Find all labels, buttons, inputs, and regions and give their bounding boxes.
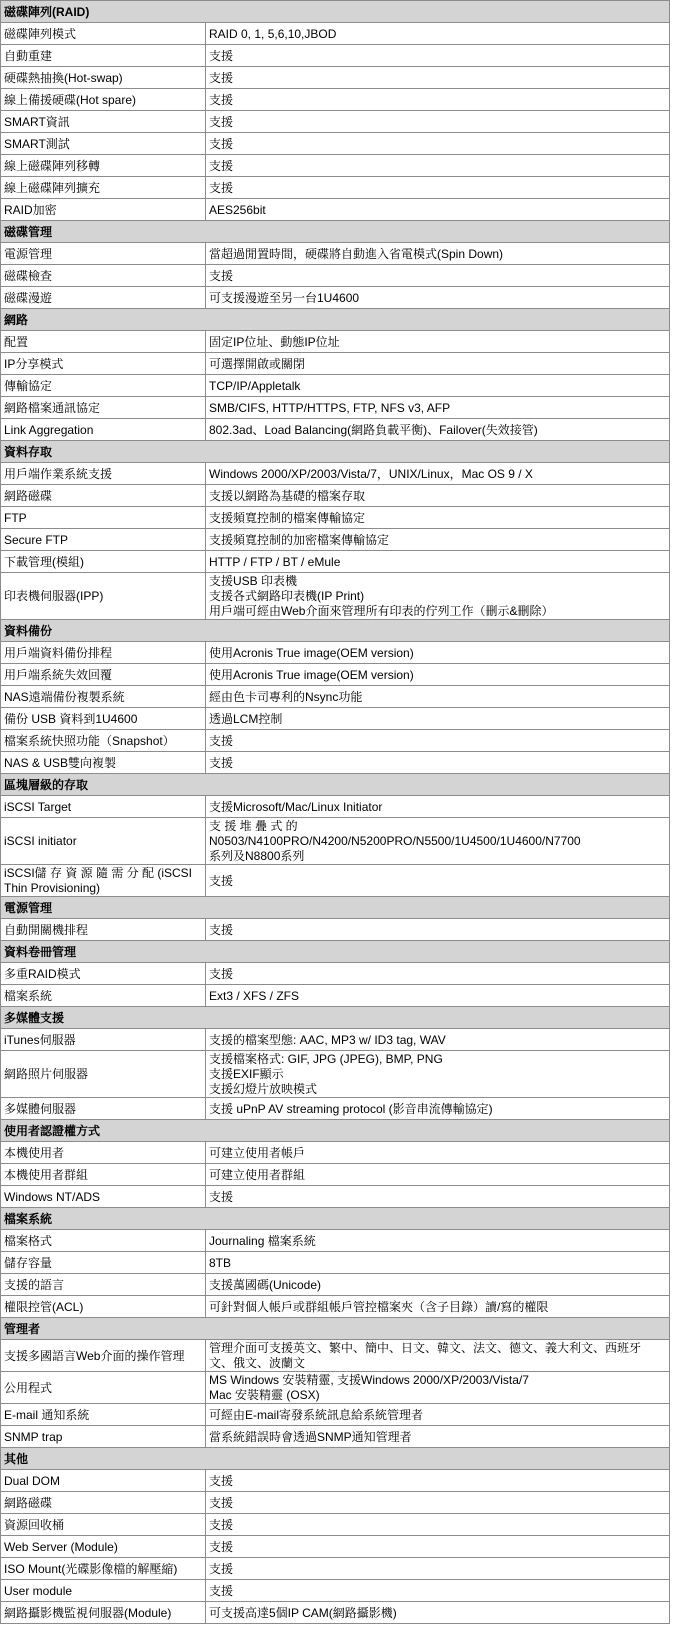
spec-value	[206, 265, 670, 287]
section-header-row	[1, 941, 670, 963]
spec-key: 檔案格式	[1, 1230, 206, 1252]
spec-value-line: 支援	[209, 92, 234, 107]
section-header-row	[1, 1007, 670, 1029]
spec-value-line: 管理介面可支援英文、繁中、簡中、日文、韓文、法文、德文、義大利文、西班牙	[209, 1341, 642, 1355]
spec-row	[1, 1029, 670, 1051]
spec-value-line: 支援	[209, 873, 234, 888]
spec-value	[206, 1051, 670, 1098]
section-title: 資料備份	[1, 620, 670, 642]
spec-value-line: 使用Acronis True image(OEM version)	[209, 645, 414, 660]
spec-key: SMART資訊	[1, 111, 206, 133]
spec-value	[206, 529, 670, 551]
spec-value-line: Journaling 檔案系統	[209, 1233, 316, 1248]
spec-key: NAS遠端備份複製系統	[1, 686, 206, 708]
spec-value	[206, 1029, 670, 1051]
spec-value-line: TCP/IP/Appletalk	[209, 378, 301, 393]
section-title: 使用者認證權方式	[1, 1120, 670, 1142]
spec-value	[206, 1142, 670, 1164]
spec-key: 磁碟檢查	[1, 265, 206, 287]
spec-row	[1, 752, 670, 774]
section-title: 電源管理	[1, 897, 670, 919]
spec-key: ISO Mount(光碟影像檔的解壓縮)	[1, 1558, 206, 1580]
section-header-row	[1, 774, 670, 796]
spec-key: IP分享模式	[1, 353, 206, 375]
spec-key: 網路照片伺服器	[1, 1051, 206, 1098]
spec-key: iTunes伺服器	[1, 1029, 206, 1051]
spec-value-line: 支援頻寬控制的加密檔案傳輸協定	[209, 532, 390, 547]
spec-value-line: 支援	[209, 1539, 234, 1554]
spec-key: 儲存容量	[1, 1252, 206, 1274]
section-header-row	[1, 1, 670, 23]
spec-row	[1, 919, 670, 941]
spec-value	[206, 796, 670, 818]
spec-key: RAID加密	[1, 199, 206, 221]
spec-value-line: 透過LCM控制	[209, 711, 283, 726]
spec-key: 本機使用者	[1, 1142, 206, 1164]
spec-value-line: 當超過閒置時間，硬碟將自動進入省電模式(Spin Down)	[209, 246, 504, 261]
spec-row	[1, 177, 670, 199]
spec-value	[206, 1404, 670, 1426]
spec-row	[1, 23, 670, 45]
spec-key: 本機使用者群組	[1, 1164, 206, 1186]
spec-key: 多媒體伺服器	[1, 1098, 206, 1120]
spec-value	[206, 419, 670, 441]
spec-value	[206, 45, 670, 67]
spec-row	[1, 1514, 670, 1536]
spec-row	[1, 45, 670, 67]
spec-key: 支援多國語言Web介面的操作管理	[1, 1340, 206, 1372]
spec-value-line: 支援的檔案型態: AAC, MP3 w/ ID3 tag, WAV	[209, 1032, 446, 1047]
section-title: 區塊層級的存取	[1, 774, 670, 796]
spec-key: 配置	[1, 331, 206, 353]
spec-key: E-mail 通知系統	[1, 1404, 206, 1426]
spec-key: 公用程式	[1, 1372, 206, 1404]
spec-row	[1, 397, 670, 419]
spec-value-line: 支援	[209, 136, 234, 151]
spec-row	[1, 529, 670, 551]
spec-value	[206, 730, 670, 752]
spec-value	[206, 111, 670, 133]
spec-value-line: Ext3 / XFS / ZFS	[209, 988, 300, 1003]
spec-value	[206, 1252, 670, 1274]
spec-row	[1, 642, 670, 664]
spec-value	[206, 1372, 670, 1404]
section-header-row	[1, 1318, 670, 1340]
spec-value-line: 可建立使用者群組	[209, 1167, 306, 1182]
section-title: 資料卷冊管理	[1, 941, 670, 963]
spec-value	[206, 199, 670, 221]
spec-key: Link Aggregation	[1, 419, 206, 441]
spec-key: Windows NT/ADS	[1, 1186, 206, 1208]
spec-row	[1, 1340, 670, 1372]
spec-value	[206, 963, 670, 985]
spec-row	[1, 573, 670, 620]
spec-key: iSCSI initiator	[1, 818, 206, 865]
spec-value	[206, 1514, 670, 1536]
spec-value-line: 支援	[209, 1495, 234, 1510]
spec-value	[206, 551, 670, 573]
spec-value	[206, 89, 670, 111]
spec-value-line: 支援	[209, 1473, 234, 1488]
spec-row	[1, 796, 670, 818]
spec-value-line: Mac 安裝精靈 (OSX)	[209, 1388, 320, 1402]
spec-row	[1, 1372, 670, 1404]
spec-row	[1, 818, 670, 865]
spec-value-line: 支援	[209, 268, 234, 283]
spec-key: 備份 USB 資料到1U4600	[1, 708, 206, 730]
spec-row	[1, 1404, 670, 1426]
spec-value-line: 支援	[209, 180, 234, 195]
spec-row	[1, 133, 670, 155]
spec-value-line: 支援	[209, 1517, 234, 1532]
spec-row	[1, 865, 670, 897]
spec-row	[1, 353, 670, 375]
spec-row	[1, 419, 670, 441]
spec-row	[1, 730, 670, 752]
spec-key: 磁碟漫遊	[1, 287, 206, 309]
spec-value	[206, 485, 670, 507]
spec-row	[1, 243, 670, 265]
spec-key: Web Server (Module)	[1, 1536, 206, 1558]
spec-key: 用戶端資料備份排程	[1, 642, 206, 664]
spec-value-line: 支援	[209, 733, 234, 748]
spec-value-line: 支援幻燈片放映模式	[209, 1082, 318, 1096]
spec-row	[1, 1098, 670, 1120]
section-header-row	[1, 441, 670, 463]
spec-row	[1, 199, 670, 221]
spec-value	[206, 752, 670, 774]
spec-value-line: 支援各式網路印表機(IP Print)	[209, 589, 365, 603]
spec-value	[206, 985, 670, 1007]
spec-row	[1, 485, 670, 507]
spec-value-line: 支援以網路為基礎的檔案存取	[209, 488, 366, 503]
spec-value	[206, 155, 670, 177]
spec-value-line: 支援	[209, 70, 234, 85]
spec-key: 權限控管(ACL)	[1, 1296, 206, 1318]
spec-value	[206, 642, 670, 664]
spec-value-line: 系列及N8800系列	[209, 849, 305, 863]
spec-value-line: 8TB	[209, 1255, 232, 1270]
spec-key: 網路磁碟	[1, 1492, 206, 1514]
spec-key: 網路攝影機監視伺服器(Module)	[1, 1602, 206, 1624]
spec-key: 電源管理	[1, 243, 206, 265]
spec-value-line: 支援Microsoft/Mac/Linux Initiator	[209, 799, 383, 814]
spec-key: 線上磁碟陣列擴充	[1, 177, 206, 199]
spec-value-line: 802.3ad、Load Balancing(網路負載平衡)、Failover(失效接管)	[209, 422, 538, 437]
spec-key: SMART測試	[1, 133, 206, 155]
spec-key: 多重RAID模式	[1, 963, 206, 985]
spec-value	[206, 243, 670, 265]
section-title: 資料存取	[1, 441, 670, 463]
spec-row	[1, 1230, 670, 1252]
spec-key: 自動開關機排程	[1, 919, 206, 941]
spec-value-line: 經由色卡司專利的Nsync功能	[209, 689, 363, 704]
spec-value-line: 可支援高達5個IP CAM(網路攝影機)	[209, 1605, 397, 1620]
section-title: 其他	[1, 1448, 670, 1470]
spec-value-line: AES256bit	[209, 202, 266, 217]
spec-value	[206, 287, 670, 309]
spec-value-line: 支援萬國碼(Unicode)	[209, 1277, 322, 1292]
spec-value-line: 可針對個人帳戶或群組帳戶管控檔案夾（含子目錄）讀/寫的權限	[209, 1299, 549, 1314]
spec-value	[206, 463, 670, 485]
spec-value	[206, 1230, 670, 1252]
spec-row	[1, 111, 670, 133]
section-header-row	[1, 221, 670, 243]
section-header-row	[1, 1448, 670, 1470]
spec-value-line: 可經由E-mail寄發系統訊息給系統管理者	[209, 1407, 424, 1422]
section-title: 網路	[1, 309, 670, 331]
spec-value	[206, 133, 670, 155]
section-title: 管理者	[1, 1318, 670, 1340]
spec-value-line: 支援	[209, 48, 234, 63]
spec-key: 資源回收桶	[1, 1514, 206, 1536]
spec-value-line: 支援	[209, 1189, 234, 1204]
spec-row	[1, 985, 670, 1007]
spec-value	[206, 1098, 670, 1120]
spec-row	[1, 1186, 670, 1208]
spec-value	[206, 507, 670, 529]
spec-key: 線上備援硬碟(Hot spare)	[1, 89, 206, 111]
spec-value-line: 使用Acronis True image(OEM version)	[209, 667, 414, 682]
spec-value-line: 支援	[209, 1561, 234, 1576]
spec-value-line: 支援頻寬控制的檔案傳輸協定	[209, 510, 366, 525]
spec-key: 網路磁碟	[1, 485, 206, 507]
spec-value	[206, 1536, 670, 1558]
spec-value	[206, 353, 670, 375]
spec-key: NAS & USB雙向複製	[1, 752, 206, 774]
spec-value	[206, 1602, 670, 1624]
spec-key: 檔案系統快照功能（Snapshot）	[1, 730, 206, 752]
spec-row	[1, 463, 670, 485]
spec-row	[1, 963, 670, 985]
section-title: 多媒體支援	[1, 1007, 670, 1029]
spec-value	[206, 177, 670, 199]
spec-value-line: SMB/CIFS, HTTP/HTTPS, FTP, NFS v3, AFP	[209, 400, 451, 415]
spec-value-line: 支援	[209, 755, 234, 770]
spec-row	[1, 331, 670, 353]
spec-value	[206, 1558, 670, 1580]
spec-key: 傳輸協定	[1, 375, 206, 397]
spec-key: FTP	[1, 507, 206, 529]
section-header-row	[1, 309, 670, 331]
spec-value	[206, 1492, 670, 1514]
spec-row	[1, 1580, 670, 1602]
section-header-row	[1, 1120, 670, 1142]
spec-row	[1, 686, 670, 708]
spec-value-line: 當系統錯誤時會透過SNMP通知管理者	[209, 1429, 412, 1444]
spec-row	[1, 664, 670, 686]
spec-value	[206, 865, 670, 897]
spec-key: 用戶端作業系統支援	[1, 463, 206, 485]
spec-value-line: 支援 uPnP AV streaming protocol (影音串流傳輸協定)	[209, 1101, 493, 1116]
spec-value-line: 支援	[209, 966, 234, 981]
spec-row	[1, 67, 670, 89]
spec-key: 支援的語言	[1, 1274, 206, 1296]
spec-value-line: 支援USB 印表機	[209, 574, 298, 588]
spec-value-line: 可選擇開啟或關閉	[209, 356, 306, 371]
spec-value-line: HTTP / FTP / BT / eMule	[209, 554, 341, 569]
spec-row	[1, 1296, 670, 1318]
spec-value-line: MS Windows 安裝精靈, 支援Windows 2000/XP/2003/Vista/7	[209, 1373, 529, 1387]
spec-row	[1, 1164, 670, 1186]
section-title: 磁碟陣列(RAID)	[1, 1, 670, 23]
spec-value	[206, 23, 670, 45]
spec-row	[1, 375, 670, 397]
spec-value	[206, 664, 670, 686]
spec-row	[1, 155, 670, 177]
spec-key: Dual DOM	[1, 1470, 206, 1492]
spec-value-line: 用戶端可經由Web介面來管理所有印表的佇列工作（刪示&刪除）	[209, 604, 554, 618]
spec-row	[1, 708, 670, 730]
spec-value-line: Windows 2000/XP/2003/Vista/7，UNIX/Linux，Mac OS 9 / X	[209, 466, 533, 481]
spec-key: 線上磁碟陣列移轉	[1, 155, 206, 177]
section-title: 檔案系統	[1, 1208, 670, 1230]
spec-value	[206, 397, 670, 419]
spec-value	[206, 1340, 670, 1372]
spec-row	[1, 1492, 670, 1514]
spec-key: User module	[1, 1580, 206, 1602]
spec-value-line: RAID 0, 1, 5,6,10,JBOD	[209, 26, 337, 41]
spec-row	[1, 1274, 670, 1296]
spec-value	[206, 1186, 670, 1208]
spec-row	[1, 551, 670, 573]
spec-key: 硬碟熱抽換(Hot-swap)	[1, 67, 206, 89]
spec-value	[206, 818, 670, 865]
spec-row	[1, 1426, 670, 1448]
section-title: 磁碟管理	[1, 221, 670, 243]
spec-key: 網路檔案通訊協定	[1, 397, 206, 419]
spec-row	[1, 1536, 670, 1558]
spec-row	[1, 89, 670, 111]
spec-key: 自動重建	[1, 45, 206, 67]
spec-value-line: 支 援 堆 疊 式 的 N0503/N4100PRO/N4200/N5200PRO/N5500/1U4500/1U4600/N7700	[209, 819, 581, 848]
spec-row	[1, 287, 670, 309]
spec-value-line: 文、俄文、波蘭文	[209, 1356, 306, 1370]
spec-key: SNMP trap	[1, 1426, 206, 1448]
spec-key: 磁碟陣列模式	[1, 23, 206, 45]
spec-value-line: 支援	[209, 158, 234, 173]
spec-value-line: 可建立使用者帳戶	[209, 1145, 306, 1160]
spec-value	[206, 1274, 670, 1296]
spec-value-line: 支援EXIF顯示	[209, 1067, 284, 1081]
spec-value	[206, 1426, 670, 1448]
spec-row	[1, 1252, 670, 1274]
spec-value	[206, 1470, 670, 1492]
spec-table-body	[1, 1, 670, 1624]
spec-key: 檔案系統	[1, 985, 206, 1007]
spec-value	[206, 1580, 670, 1602]
spec-value	[206, 375, 670, 397]
spec-value-line: 固定IP位址、動態IP位址	[209, 334, 340, 349]
section-header-row	[1, 897, 670, 919]
spec-value-line: 支援	[209, 922, 234, 937]
spec-row	[1, 265, 670, 287]
spec-value	[206, 573, 670, 620]
spec-value-line: 支援	[209, 114, 234, 129]
spec-row	[1, 1051, 670, 1098]
spec-value	[206, 1296, 670, 1318]
spec-key: iSCSI Target	[1, 796, 206, 818]
spec-row	[1, 1142, 670, 1164]
spec-value-line: 支援檔案格式: GIF, JPG (JPEG), BMP, PNG	[209, 1052, 443, 1066]
section-header-row	[1, 620, 670, 642]
spec-value-line: 可支援漫遊至另一台1U4600	[209, 290, 360, 305]
section-header-row	[1, 1208, 670, 1230]
spec-value	[206, 919, 670, 941]
spec-value	[206, 331, 670, 353]
spec-value-line: 支援	[209, 1583, 234, 1598]
spec-row	[1, 1470, 670, 1492]
spec-key: iSCSI儲 存 資 源 隨 需 分 配 (iSCSI Thin Provisioning)	[1, 865, 206, 897]
spec-key: Secure FTP	[1, 529, 206, 551]
spec-value	[206, 67, 670, 89]
spec-value	[206, 686, 670, 708]
spec-row	[1, 507, 670, 529]
spec-value	[206, 708, 670, 730]
spec-value	[206, 1164, 670, 1186]
spec-key: 下載管理(模組)	[1, 551, 206, 573]
spec-row	[1, 1558, 670, 1580]
spec-row	[1, 1602, 670, 1624]
spec-key: 用戶端系統失效回覆	[1, 664, 206, 686]
spec-key: 印表機伺服器(IPP)	[1, 573, 206, 620]
